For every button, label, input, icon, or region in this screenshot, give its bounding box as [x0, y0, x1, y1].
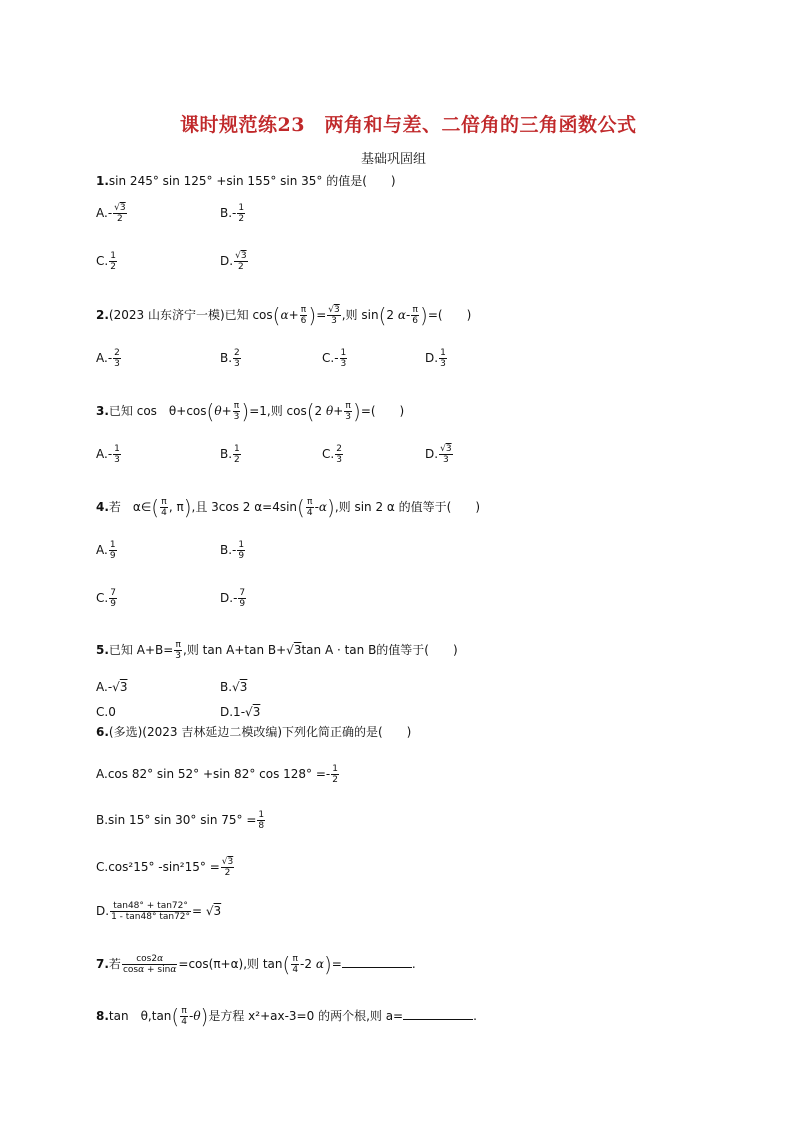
question-stem: sin 245° sin 125° +sin 155° sin 35° 的值是( )	[108, 174, 396, 188]
answer-blank[interactable]	[342, 955, 412, 968]
question-stem-part: ,则 tan A+tan B+	[183, 643, 287, 657]
option-label: D.	[220, 591, 234, 605]
option-label: A.-	[96, 680, 113, 694]
option-label: B.	[220, 351, 233, 365]
question-stem-part: =	[331, 957, 342, 971]
option-label: A.	[96, 351, 108, 365]
q4-option-d[interactable]: D.- $\frac{7}{9}$	[220, 588, 246, 609]
question-4: 4.若 α∈( $\frac{\pi}{4}$ , π),且 3cos 2 α=4sin( $\frac{\pi}{4}$ -α),则 sin 2 α 的值等于( )	[96, 495, 481, 520]
page-title: 课时规范练23 两角和与差、二倍角的三角函数公式	[180, 114, 637, 136]
option-label: D.	[96, 904, 110, 918]
q5-option-a[interactable]: A.-√3	[96, 680, 128, 694]
question-stem-part: =cos(π+α),则 tan	[178, 957, 283, 971]
question-stem: (多选)(2023 吉林延边二模改编)下列化简正确的是( )	[108, 725, 412, 739]
option-label: A.	[96, 206, 108, 220]
option-label: B.	[220, 206, 233, 220]
option-label: B.	[220, 543, 233, 557]
question-number: 8.	[96, 1009, 109, 1023]
q2-option-c[interactable]: C.- $\frac{1}{3}$	[322, 348, 347, 369]
option-label: A.	[96, 543, 108, 557]
question-number: 4.	[96, 500, 109, 514]
question-6	[96, 724, 411, 740]
q3-option-c[interactable]: C. $\frac{2}{3}$	[322, 444, 342, 465]
q6-option-c[interactable]: C.cos²15° -sin²15° = $\frac{√3}{2}$	[96, 857, 234, 878]
option-label: A.	[96, 447, 108, 461]
q2-option-b[interactable]: B. $\frac{2}{3}$	[220, 348, 240, 369]
option-label: C.	[322, 447, 335, 461]
q4-option-c[interactable]: C. $\frac{7}{9}$	[96, 588, 116, 609]
option-label: C.0	[96, 705, 116, 719]
q5-option-b[interactable]: B.√3	[220, 680, 248, 694]
question-stem-part: ,且 3cos 2 α=4sin	[191, 500, 298, 514]
question-number: 1.	[96, 174, 109, 188]
question-number: 7.	[96, 957, 109, 971]
option-label: D.	[220, 254, 234, 268]
question-stem-part: (2023 山东济宁一模)已知 cos	[108, 308, 273, 322]
question-number: 3.	[96, 404, 109, 418]
section-heading: 基础巩固组	[361, 152, 427, 167]
answer-blank[interactable]	[403, 1007, 473, 1020]
q5-option-d[interactable]: D.1-√3	[220, 705, 261, 719]
q5-option-c[interactable]	[96, 704, 116, 720]
question-5: 5.已知 A+B= $\frac{\pi}{3}$ ,则 tan A+tan B+√3tan A · tan B的值等于( )	[96, 640, 458, 661]
question-stem-part: ,则 sin	[341, 308, 379, 322]
question-number: 2.	[96, 308, 109, 322]
option-label: D.1-	[220, 705, 246, 719]
option-label: D.	[425, 447, 439, 461]
option-text: C.cos²15° -sin²15° =	[96, 860, 220, 874]
q1-option-b[interactable]: B.- $\frac{1}{2}$	[220, 203, 245, 224]
q2-option-d[interactable]: D. $\frac{1}{3}$	[425, 348, 446, 369]
question-stem-part: 若	[108, 957, 121, 971]
question-stem-part: 是方程 x²+ax-3=0 的两个根,则 a=	[208, 1009, 404, 1023]
question-stem-part: tan θ,tan	[108, 1009, 172, 1023]
q3-option-d[interactable]: D. $\frac{√3}{3}$	[425, 444, 452, 465]
option-label: D.	[425, 351, 439, 365]
q6-option-d[interactable]: D. $\frac{\tan 48^\circ + \tan 72^\circ}{1 - \tan 48^\circ \tan 72^\circ}$ = √3	[96, 901, 222, 922]
question-7: 7.若 $\frac{\cos 2\alpha}{\cos\alpha + \sin\alpha}$ =cos(π+α),则 tan( $\frac{\pi}{4}$ -2 α)= .	[96, 952, 416, 977]
q6-option-a[interactable]: A.cos 82° sin 52° +sin 82° cos 128° =- $\frac{1}{2}$	[96, 764, 338, 785]
q3-option-a[interactable]: A.- $\frac{1}{3}$	[96, 444, 120, 465]
option-label: C.	[96, 591, 109, 605]
question-8: 8.tan θ,tan( $\frac{\pi}{4}$ -θ)是方程 x²+ax-3=0 的两个根,则 a= .	[96, 1004, 477, 1029]
question-1	[96, 173, 396, 189]
q4-option-b[interactable]: B.- $\frac{1}{9}$	[220, 540, 245, 561]
q1-option-c[interactable]: C. $\frac{1}{2}$	[96, 251, 116, 272]
option-label: C.	[322, 351, 335, 365]
option-label: C.	[96, 254, 109, 268]
question-stem-part: 若 α∈	[108, 500, 152, 514]
q1-option-d[interactable]: D. $\frac{√3}{2}$	[220, 251, 247, 272]
question-3: 3.已知 cos θ+cos(θ+ $\frac{\pi}{3}$ )=1,则 cos(2 θ+ $\frac{\pi}{3}$ )=( )	[96, 399, 405, 424]
question-stem-part: 已知 cos θ+cos	[108, 404, 207, 418]
question-stem-part: =1,则 cos	[249, 404, 307, 418]
question-stem-part: tan A · tan B的值等于( )	[301, 643, 458, 657]
question-stem-part: =( )	[427, 308, 472, 322]
option-text: A.cos 82° sin 52° +sin 82° cos 128° =-	[96, 767, 331, 781]
question-stem-part: ,则 sin 2 α 的值等于( )	[334, 500, 481, 514]
q6-option-b[interactable]: B.sin 15° sin 30° sin 75° = $\frac{1}{8}$	[96, 810, 265, 831]
q4-option-a[interactable]: A. $\frac{1}{9}$	[96, 540, 116, 561]
question-stem-part: 已知 A+B=	[108, 643, 174, 657]
q1-option-a[interactable]: A.- $\frac{√3}{2}$	[96, 203, 126, 224]
question-2: 2.(2023 山东济宁一模)已知 cos(α+ $\frac{\pi}{6}$ )= $\frac{√3}{3}$ ,则 sin(2 α- $\frac{\pi}{6}$ )=( )	[96, 303, 472, 328]
option-label: B.	[220, 680, 233, 694]
question-number: 6.	[96, 725, 109, 739]
question-number: 5.	[96, 643, 109, 657]
option-label: B.	[220, 447, 233, 461]
q2-option-a[interactable]: A.- $\frac{2}{3}$	[96, 348, 120, 369]
question-stem-part: =( )	[360, 404, 405, 418]
q3-option-b[interactable]: B. $\frac{1}{2}$	[220, 444, 240, 465]
option-text: B.sin 15° sin 30° sin 75° =	[96, 813, 257, 827]
